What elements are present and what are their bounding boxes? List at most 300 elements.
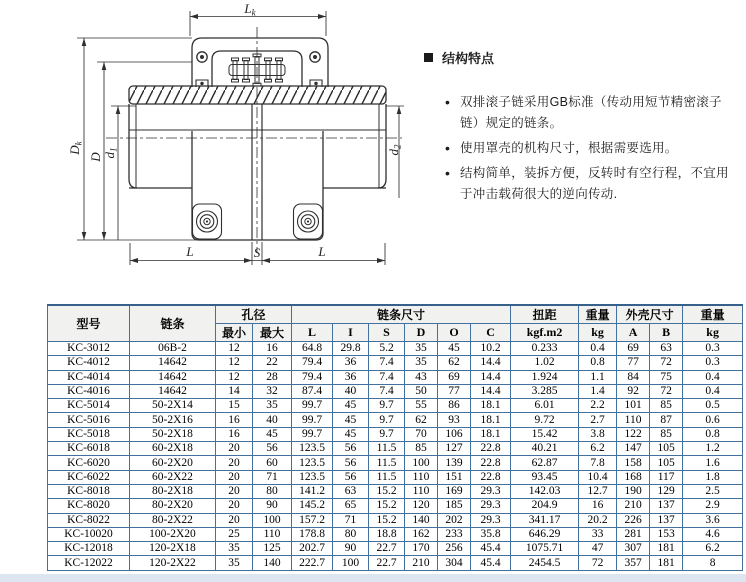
table-cell: 11.5 xyxy=(369,456,405,470)
table-cell: 4.6 xyxy=(683,527,743,541)
table-cell: 93 xyxy=(438,413,471,427)
table-cell: 06B-2 xyxy=(130,342,216,356)
table-cell: 3.8 xyxy=(579,427,617,441)
table-cell: 222.7 xyxy=(292,556,333,570)
table-row xyxy=(48,556,743,570)
table-cell: 22.8 xyxy=(471,456,511,470)
table-row xyxy=(48,384,743,398)
table-row xyxy=(48,542,743,556)
table-cell: 99.7 xyxy=(292,427,333,441)
header-weight2-unit: kg xyxy=(683,324,743,342)
table-cell: 140 xyxy=(253,556,292,570)
spec-table-body xyxy=(48,342,743,571)
table-row xyxy=(48,484,743,498)
table-cell: 18.1 xyxy=(471,399,511,413)
table-cell: 2.5 xyxy=(683,484,743,498)
table-cell: 117 xyxy=(650,470,683,484)
table-cell: 0.5 xyxy=(683,399,743,413)
header-shell-B: B xyxy=(650,324,683,342)
table-cell: 0.4 xyxy=(683,370,743,384)
table-cell: 80-2X18 xyxy=(130,484,216,498)
feature-bullet: • 双排滚子链采用GB标准（传动用短节精密滚子链）规定的链条。 xyxy=(460,92,732,134)
table-cell: 56 xyxy=(253,442,292,456)
table-cell: 127 xyxy=(438,442,471,456)
table-cell: 14.4 xyxy=(471,356,511,370)
table-cell: 71 xyxy=(333,513,369,527)
table-cell: 87 xyxy=(650,413,683,427)
table-row xyxy=(48,427,743,441)
table-cell: 6.2 xyxy=(683,542,743,556)
table-cell: 120 xyxy=(405,499,438,513)
header-torque: 扭距 xyxy=(511,305,579,324)
table-cell: 15.2 xyxy=(369,499,405,513)
table-cell: 281 xyxy=(617,527,650,541)
table-cell: 99.7 xyxy=(292,413,333,427)
table-cell: 25 xyxy=(216,527,253,541)
table-cell: 2454.5 xyxy=(511,556,579,570)
table-cell: 69 xyxy=(438,370,471,384)
table-cell: 9.7 xyxy=(369,413,405,427)
table-cell: 14.4 xyxy=(471,370,511,384)
table-cell: 85 xyxy=(650,399,683,413)
table-row xyxy=(48,513,743,527)
table-cell: 93.45 xyxy=(511,470,579,484)
table-cell: KC-4016 xyxy=(48,384,130,398)
header-dim-O: O xyxy=(438,324,471,342)
table-cell: 181 xyxy=(650,556,683,570)
table-cell: KC-5018 xyxy=(48,427,130,441)
table-cell: 170 xyxy=(405,542,438,556)
table-cell: 16 xyxy=(579,499,617,513)
header-model: 型号 xyxy=(48,305,130,342)
features-title xyxy=(424,48,736,67)
table-cell: 75 xyxy=(650,370,683,384)
table-cell: 22.7 xyxy=(369,556,405,570)
table-cell: 158 xyxy=(617,456,650,470)
table-cell: 15.42 xyxy=(511,427,579,441)
table-cell: 70 xyxy=(405,427,438,441)
table-cell: 63 xyxy=(650,342,683,356)
table-cell: 105 xyxy=(650,456,683,470)
label-hub-length-left: L xyxy=(186,244,194,259)
table-row xyxy=(48,499,743,513)
table-cell: 56 xyxy=(333,470,369,484)
table-cell: 0.6 xyxy=(683,413,743,427)
table-cell: 63 xyxy=(333,484,369,498)
table-cell: 18.1 xyxy=(471,413,511,427)
table-cell: 1.8 xyxy=(683,470,743,484)
table-cell: 0.3 xyxy=(683,342,743,356)
table-cell: 35 xyxy=(405,342,438,356)
table-cell: 7.4 xyxy=(369,356,405,370)
table-cell: 11.5 xyxy=(369,442,405,456)
table-cell: KC-6022 xyxy=(48,470,130,484)
table-cell: 12 xyxy=(216,370,253,384)
header-shell: 外壳尺寸 xyxy=(617,305,683,324)
table-cell: 307 xyxy=(617,542,650,556)
table-cell: 50-2X18 xyxy=(130,427,216,441)
header-dim-S: S xyxy=(369,324,405,342)
table-cell: 1.924 xyxy=(511,370,579,384)
table-cell: 123.5 xyxy=(292,456,333,470)
table-cell: 60-2X22 xyxy=(130,470,216,484)
table-cell: 22.8 xyxy=(471,442,511,456)
table-cell: 50-2X14 xyxy=(130,399,216,413)
table-cell: 35.8 xyxy=(471,527,511,541)
table-cell: 110 xyxy=(405,484,438,498)
table-cell: 1075.71 xyxy=(511,542,579,556)
table-cell: 125 xyxy=(253,542,292,556)
table-cell: 14642 xyxy=(130,384,216,398)
coupling-section-drawing xyxy=(0,0,420,290)
table-cell: 60-2X18 xyxy=(130,442,216,456)
table-cell: 137 xyxy=(650,513,683,527)
table-cell: 3.285 xyxy=(511,384,579,398)
table-cell: 35 xyxy=(405,356,438,370)
table-cell: 35 xyxy=(253,399,292,413)
table-cell: 7.8 xyxy=(579,456,617,470)
table-cell: 45 xyxy=(333,399,369,413)
table-cell: 45 xyxy=(333,413,369,427)
table-cell: 145.2 xyxy=(292,499,333,513)
table-cell: 141.2 xyxy=(292,484,333,498)
table-cell: 84 xyxy=(617,370,650,384)
table-cell: 233 xyxy=(438,527,471,541)
table-cell: 35 xyxy=(216,556,253,570)
header-weight-unit: kg xyxy=(579,324,617,342)
table-cell: 92 xyxy=(617,384,650,398)
sprocket-flange xyxy=(192,131,323,240)
header-weight: 重量 xyxy=(579,305,617,324)
table-cell: 56 xyxy=(333,442,369,456)
table-cell: 190 xyxy=(617,484,650,498)
dim-cover-dia xyxy=(77,38,199,240)
table-cell: KC-4012 xyxy=(48,356,130,370)
label-hub-length-right: L xyxy=(318,244,326,259)
table-cell: 77 xyxy=(438,384,471,398)
table-cell: 0.3 xyxy=(683,356,743,370)
table-cell: 101 xyxy=(617,399,650,413)
header-chain: 链条 xyxy=(130,305,216,342)
table-cell: 79.4 xyxy=(292,370,333,384)
table-cell: 147 xyxy=(617,442,650,456)
table-cell: 86 xyxy=(438,399,471,413)
table-row xyxy=(48,399,743,413)
table-cell: 80-2X22 xyxy=(130,513,216,527)
table-cell: 357 xyxy=(617,556,650,570)
table-cell: 22.8 xyxy=(471,470,511,484)
table-cell: 139 xyxy=(438,456,471,470)
table-cell: 6.01 xyxy=(511,399,579,413)
feature-bullet: • 使用罩壳的机构尺寸，根据需要选用。 xyxy=(460,138,732,159)
table-cell: 15.2 xyxy=(369,484,405,498)
table-cell: 16 xyxy=(216,413,253,427)
table-cell: 29.8 xyxy=(333,342,369,356)
header-torque-unit: kgf.m2 xyxy=(511,324,579,342)
table-cell: 204.9 xyxy=(511,499,579,513)
table-cell: 72 xyxy=(579,556,617,570)
table-cell: 181 xyxy=(650,542,683,556)
table-row xyxy=(48,370,743,384)
table-cell: 64.8 xyxy=(292,342,333,356)
table-cell: 185 xyxy=(438,499,471,513)
table-cell: 71 xyxy=(253,470,292,484)
table-cell: 11.5 xyxy=(369,470,405,484)
table-cell: 2.2 xyxy=(579,399,617,413)
table-cell: 169 xyxy=(438,484,471,498)
table-row xyxy=(48,342,743,356)
table-cell: 12 xyxy=(216,342,253,356)
table-row xyxy=(48,413,743,427)
table-cell: 45.4 xyxy=(471,542,511,556)
table-cell: 9.7 xyxy=(369,399,405,413)
spec-table-header xyxy=(48,305,743,342)
table-cell: 33 xyxy=(579,527,617,541)
header-bore: 孔径 xyxy=(216,305,292,324)
table-cell: 45 xyxy=(253,427,292,441)
table-cell: 72 xyxy=(650,384,683,398)
table-cell: 62 xyxy=(405,413,438,427)
table-cell: 123.5 xyxy=(292,470,333,484)
table-cell: 28 xyxy=(253,370,292,384)
table-cell: 2.9 xyxy=(683,499,743,513)
table-cell: KC-12018 xyxy=(48,542,130,556)
table-cell: 341.17 xyxy=(511,513,579,527)
table-cell: 32 xyxy=(253,384,292,398)
header-shell-A: A xyxy=(617,324,650,342)
table-cell: 29.3 xyxy=(471,513,511,527)
header-bore-min: 最小 xyxy=(216,324,253,342)
table-cell: 157.2 xyxy=(292,513,333,527)
table-cell: 178.8 xyxy=(292,527,333,541)
table-row xyxy=(48,527,743,541)
table-cell: 2.7 xyxy=(579,413,617,427)
features-section xyxy=(424,48,736,209)
table-cell: 210 xyxy=(617,499,650,513)
label-cover-dia: Dk xyxy=(67,141,84,155)
bottom-strip xyxy=(0,574,746,582)
table-cell: 65 xyxy=(333,499,369,513)
table-cell: KC-8022 xyxy=(48,513,130,527)
table-cell: 45.4 xyxy=(471,556,511,570)
table-cell: 120-2X18 xyxy=(130,542,216,556)
table-cell: 151 xyxy=(438,470,471,484)
table-cell: 12 xyxy=(216,356,253,370)
table-cell: 29.3 xyxy=(471,484,511,498)
table-cell: 50 xyxy=(405,384,438,398)
table-cell: 80 xyxy=(253,484,292,498)
table-cell: 16 xyxy=(216,427,253,441)
table-cell: 80-2X20 xyxy=(130,499,216,513)
table-cell: 162 xyxy=(405,527,438,541)
table-cell: 56 xyxy=(333,456,369,470)
table-cell: 18.1 xyxy=(471,427,511,441)
table-cell: 80 xyxy=(333,527,369,541)
table-cell: 90 xyxy=(253,499,292,513)
table-cell: 99.7 xyxy=(292,399,333,413)
table-cell: 14 xyxy=(216,384,253,398)
table-cell: 87.4 xyxy=(292,384,333,398)
cover xyxy=(192,38,328,87)
table-cell: 62 xyxy=(438,356,471,370)
table-cell: 77 xyxy=(617,356,650,370)
table-cell: 0.233 xyxy=(511,342,579,356)
table-cell: 0.4 xyxy=(579,342,617,356)
table-cell: 14642 xyxy=(130,356,216,370)
dim-cover-width xyxy=(190,11,326,36)
table-cell: 60 xyxy=(253,456,292,470)
table-cell: 45 xyxy=(333,427,369,441)
table-cell: 137 xyxy=(650,499,683,513)
table-cell: 105 xyxy=(650,442,683,456)
table-cell: 36 xyxy=(333,356,369,370)
label-bore-right: d2 xyxy=(386,144,403,156)
table-cell: 123.5 xyxy=(292,442,333,456)
table-cell: 20 xyxy=(216,484,253,498)
table-cell: 85 xyxy=(405,442,438,456)
table-cell: 20 xyxy=(216,470,253,484)
table-cell: 16 xyxy=(253,342,292,356)
header-dim-C: C xyxy=(471,324,511,342)
table-cell: KC-3012 xyxy=(48,342,130,356)
table-cell: 1.4 xyxy=(579,384,617,398)
table-cell: 12.7 xyxy=(579,484,617,498)
table-cell: 5.2 xyxy=(369,342,405,356)
table-cell: 8 xyxy=(683,556,743,570)
table-cell: 50-2X16 xyxy=(130,413,216,427)
table-cell: 60-2X20 xyxy=(130,456,216,470)
table-cell: 106 xyxy=(438,427,471,441)
feature-bullet: • 结构简单，装拆方便，反转时有空行程，不宜用于冲击载荷很大的逆向传动. xyxy=(460,163,732,205)
table-cell: 168 xyxy=(617,470,650,484)
square-bullet-icon xyxy=(424,53,433,62)
table-cell: 10.4 xyxy=(579,470,617,484)
table-cell: 1.2 xyxy=(683,442,743,456)
table-cell: 7.4 xyxy=(369,370,405,384)
table-cell: 62.87 xyxy=(511,456,579,470)
table-cell: 14.4 xyxy=(471,384,511,398)
table-cell: 0.4 xyxy=(683,384,743,398)
table-cell: 256 xyxy=(438,542,471,556)
table-cell: 129 xyxy=(650,484,683,498)
header-dim-D: D xyxy=(405,324,438,342)
sprocket-chain-band xyxy=(129,86,386,104)
table-cell: 15 xyxy=(216,399,253,413)
table-cell: KC-5014 xyxy=(48,399,130,413)
table-cell: 20.2 xyxy=(579,513,617,527)
table-cell: 210 xyxy=(405,556,438,570)
table-row xyxy=(48,470,743,484)
label-bore-left: d1 xyxy=(102,147,119,159)
label-sprocket-dia: D xyxy=(88,152,103,162)
table-cell: 120-2X22 xyxy=(130,556,216,570)
spec-table xyxy=(47,304,743,571)
table-cell: 85 xyxy=(650,427,683,441)
table-cell: 226 xyxy=(617,513,650,527)
table-cell: 35 xyxy=(216,542,253,556)
table-cell: 20 xyxy=(216,456,253,470)
table-cell: 304 xyxy=(438,556,471,570)
table-cell: 40 xyxy=(253,413,292,427)
table-cell: 40 xyxy=(333,384,369,398)
header-weight2: 重量 xyxy=(683,305,743,324)
table-cell: 142.03 xyxy=(511,484,579,498)
table-cell: KC-12022 xyxy=(48,556,130,570)
table-cell: 69 xyxy=(617,342,650,356)
table-cell: 100 xyxy=(405,456,438,470)
table-cell: 79.4 xyxy=(292,356,333,370)
table-row xyxy=(48,456,743,470)
table-cell: 100 xyxy=(253,513,292,527)
table-cell: 22.7 xyxy=(369,542,405,556)
table-cell: KC-6020 xyxy=(48,456,130,470)
table-cell: 18.8 xyxy=(369,527,405,541)
table-cell: KC-6018 xyxy=(48,442,130,456)
table-row xyxy=(48,356,743,370)
table-cell: 22 xyxy=(253,356,292,370)
table-cell: 72 xyxy=(650,356,683,370)
table-cell: KC-8018 xyxy=(48,484,130,498)
table-cell: 10.2 xyxy=(471,342,511,356)
table-cell: 15.2 xyxy=(369,513,405,527)
features-title-text: 结构特点 xyxy=(442,51,495,66)
table-cell: KC-10020 xyxy=(48,527,130,541)
table-cell: 0.8 xyxy=(683,427,743,441)
table-cell: 202.7 xyxy=(292,542,333,556)
header-chain-dims: 链条尺寸 xyxy=(292,305,511,324)
label-cover-width: Lk xyxy=(244,1,256,18)
table-cell: 100 xyxy=(333,556,369,570)
features-list xyxy=(460,92,732,205)
table-cell: 140 xyxy=(405,513,438,527)
table-cell: 202 xyxy=(438,513,471,527)
table-cell: 0.8 xyxy=(579,356,617,370)
table-cell: 90 xyxy=(333,542,369,556)
table-cell: 9.7 xyxy=(369,427,405,441)
table-cell: 47 xyxy=(579,542,617,556)
table-cell: KC-5016 xyxy=(48,413,130,427)
table-cell: 100-2X20 xyxy=(130,527,216,541)
table-cell: 153 xyxy=(650,527,683,541)
table-cell: 110 xyxy=(253,527,292,541)
drawing-geometry xyxy=(67,1,404,265)
table-row xyxy=(48,442,743,456)
table-cell: 40.21 xyxy=(511,442,579,456)
table-cell: 646.29 xyxy=(511,527,579,541)
table-cell: 43 xyxy=(405,370,438,384)
table-cell: 6.2 xyxy=(579,442,617,456)
table-cell: 122 xyxy=(617,427,650,441)
table-cell: 14642 xyxy=(130,370,216,384)
table-cell: 20 xyxy=(216,499,253,513)
table-cell: 20 xyxy=(216,442,253,456)
table-cell: 45 xyxy=(438,342,471,356)
table-cell: 29.3 xyxy=(471,499,511,513)
table-cell: 110 xyxy=(617,413,650,427)
table-cell: 36 xyxy=(333,370,369,384)
table-cell: 20 xyxy=(216,513,253,527)
table-cell: 1.02 xyxy=(511,356,579,370)
table-cell: 7.4 xyxy=(369,384,405,398)
table-cell: 110 xyxy=(405,470,438,484)
table-cell: 3.6 xyxy=(683,513,743,527)
dim-bore-left xyxy=(111,106,136,240)
table-cell: 1.6 xyxy=(683,456,743,470)
hub-body xyxy=(129,104,386,240)
table-cell: 1.1 xyxy=(579,370,617,384)
table-cell: 55 xyxy=(405,399,438,413)
header-dim-I: I xyxy=(333,324,369,342)
